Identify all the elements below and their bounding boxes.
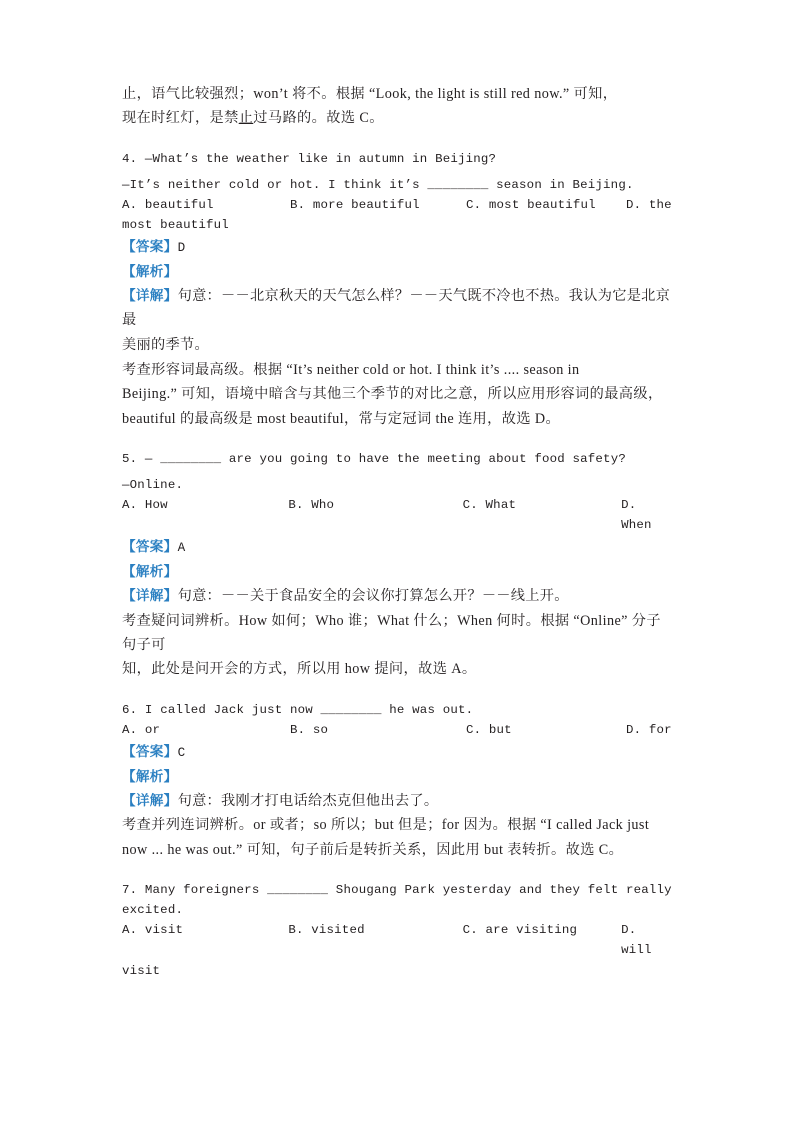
question-5-options xyxy=(122,495,674,535)
analysis-label: 【解析】 xyxy=(122,563,178,579)
option-b[interactable]: B. visited xyxy=(288,923,365,938)
question-5-answer-row xyxy=(122,535,674,559)
question-4-detail-line-1 xyxy=(122,284,674,333)
question-4-number: 4. xyxy=(122,151,138,166)
detail-text: 句意：－－北京秋天的天气怎么样？－－天气既不冷也不热。我认为它是北京最 xyxy=(122,287,671,329)
answer-value: A xyxy=(177,541,186,556)
question-6-stem-line-1 xyxy=(122,700,674,720)
question-7-stem-text-1: Many foreigners ________ Shougang Park yesterday and they felt really xyxy=(144,883,672,898)
answer-value: C xyxy=(177,746,186,761)
option-b[interactable]: B. more beautiful xyxy=(290,198,420,213)
answer-value: D xyxy=(177,241,186,256)
question-4-explain-line-2: Beijing.” 可知，语境中暗含与其他三个季节的对比之意，所以应用形容词的最高级， xyxy=(122,386,663,403)
option-d[interactable]: D. When xyxy=(621,498,652,533)
detail-label: 【详解】 xyxy=(122,587,178,603)
text-before-underline: 现在时红灯，是禁 xyxy=(122,110,239,127)
question-5-stem-line-2: —Online. xyxy=(122,478,184,493)
question-7-options-wrap: visit xyxy=(122,963,161,978)
question-6-answer-row xyxy=(122,740,674,764)
question-4-stem-line-1 xyxy=(122,149,674,169)
option-c[interactable]: C. most beautiful xyxy=(466,198,596,213)
question-7-stem-line-2: excited. xyxy=(122,903,184,918)
option-c[interactable]: C. are visiting xyxy=(462,923,578,938)
option-c[interactable]: C. but xyxy=(466,723,512,737)
question-5-stem-text-1: — ________ are you going to have the meeting about food safety? xyxy=(144,452,626,467)
paragraph-continuation-line-1: 止，语气比较强烈；won’t 将不。根据 “Look, the light is still red now.” 可知， xyxy=(122,86,618,102)
option-a[interactable]: A. visit xyxy=(122,923,184,938)
question-6-detail-line-1 xyxy=(122,789,674,814)
analysis-label: 【解析】 xyxy=(122,768,178,784)
question-6-explain-line-2: now ... he was out.” 可知，句子前后是转折关系，因此用 but 表转折。故选 C。 xyxy=(122,841,624,858)
question-5-explain-line-1: 考查疑问词辨析。How 如何；Who 谁；What 什么；When 何时。根据 “Online” 分子句子可 xyxy=(122,612,661,654)
option-a[interactable]: A. or xyxy=(122,723,161,737)
option-c[interactable]: C. What xyxy=(462,498,517,513)
question-5-detail-line-1 xyxy=(122,584,674,609)
paragraph-continuation-line-2 xyxy=(122,106,674,130)
option-a[interactable]: A. How xyxy=(122,498,168,513)
detail-text: 句意：－－关于食品安全的会议你打算怎么开？－－线上开。 xyxy=(177,587,569,604)
question-6-number: 6. xyxy=(122,702,138,717)
answer-label: 【答案】 xyxy=(122,744,178,760)
page-content xyxy=(122,82,674,981)
option-d[interactable]: D. will xyxy=(621,923,652,958)
text-after-underline: 过马路的。故选 C。 xyxy=(253,110,384,127)
analysis-label: 【解析】 xyxy=(122,263,178,279)
question-5-explain-line-2: 知，此处是问开会的方式，所以用 how 提问，故选 A。 xyxy=(122,661,477,678)
detail-label: 【详解】 xyxy=(122,287,178,303)
question-6-options xyxy=(122,720,674,740)
detail-label: 【详解】 xyxy=(122,792,178,808)
option-a[interactable]: A. beautiful xyxy=(122,198,214,213)
question-4-explain-line-1: 考查形容词最高级。根据 “It’s neither cold or hot. I think it’s .... season in xyxy=(122,361,580,378)
answer-label: 【答案】 xyxy=(122,539,178,555)
option-b[interactable]: B. Who xyxy=(288,498,335,513)
option-b[interactable]: B. so xyxy=(290,723,329,737)
question-4-options xyxy=(122,195,674,215)
question-7-number: 7. xyxy=(122,883,138,898)
question-6-analysis-row xyxy=(122,765,674,789)
question-4-options-wrap: most beautiful xyxy=(122,218,229,233)
option-d[interactable]: D. for xyxy=(626,723,672,737)
question-6-explain-line-1: 考查并列连词辨析。or 或者；so 所以；but 但是；for 因为。根据 “I called Jack just xyxy=(122,817,650,834)
underlined-word: 止 xyxy=(238,110,254,127)
question-4-analysis-row xyxy=(122,260,674,284)
detail-text: 句意：我刚才打电话给杰克但他出去了。 xyxy=(177,792,439,809)
question-4-stem-text-1: —What’s the weather like in autumn in Beijing? xyxy=(144,151,497,166)
question-7-stem-line-1 xyxy=(122,880,674,900)
question-4-stem-line-2: —It’s neither cold or hot. I think it’s ________ season in Beijing. xyxy=(122,177,634,192)
question-5-number: 5. xyxy=(122,452,138,467)
question-4-detail-line-2: 美丽的季节。 xyxy=(122,337,209,354)
question-6-stem-text-1: I called Jack just now ________ he was out. xyxy=(144,702,474,717)
question-7-options xyxy=(122,920,674,960)
question-4-answer-row xyxy=(122,235,674,259)
question-5-analysis-row xyxy=(122,560,674,584)
question-5-stem-line-1 xyxy=(122,449,674,469)
option-d[interactable]: D. the xyxy=(626,198,672,213)
answer-label: 【答案】 xyxy=(122,239,178,255)
question-4-explain-line-3: beautiful 的最高级是 most beautiful，常与定冠词 the 连用，故选 D。 xyxy=(122,410,561,427)
